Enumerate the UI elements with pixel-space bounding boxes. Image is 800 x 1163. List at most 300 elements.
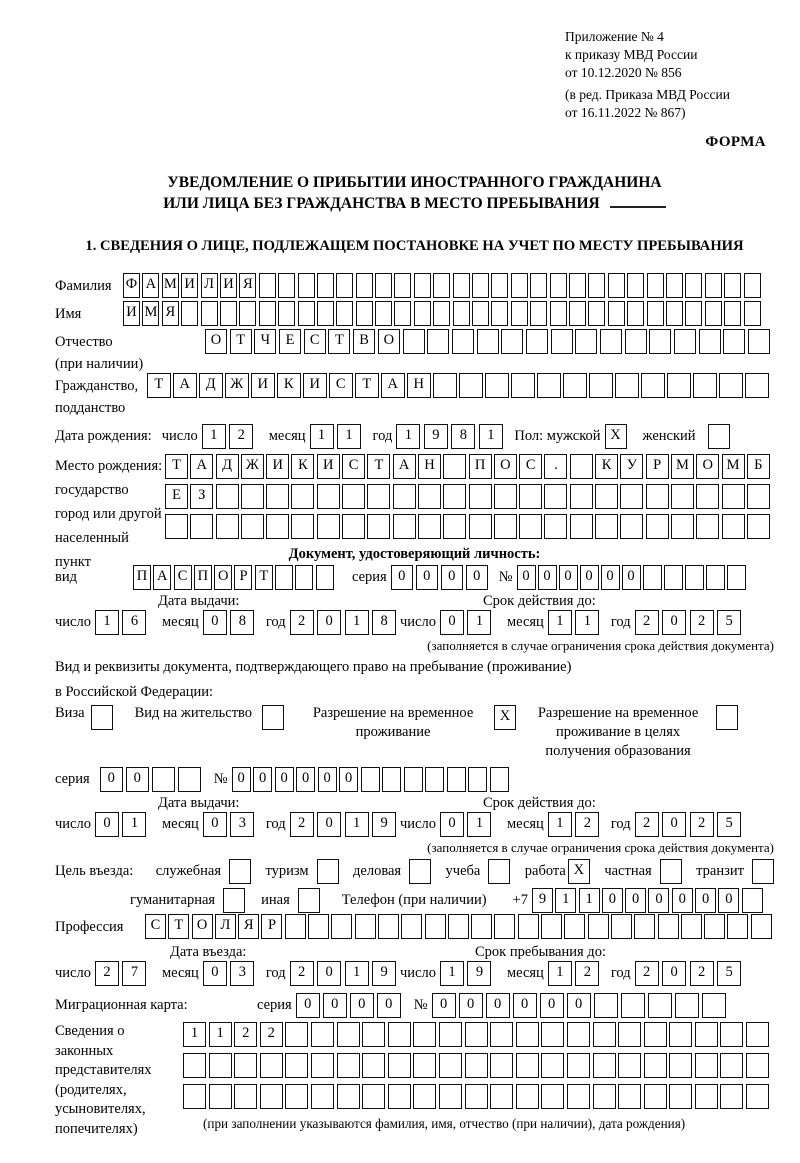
form-cell[interactable]: 1 bbox=[555, 888, 576, 913]
form-cell[interactable]: И bbox=[123, 301, 140, 326]
form-cell[interactable] bbox=[356, 273, 373, 298]
form-cell[interactable]: 0 bbox=[203, 961, 227, 986]
form-cell[interactable]: 0 bbox=[253, 767, 272, 792]
form-cell[interactable] bbox=[541, 914, 562, 939]
form-cell[interactable] bbox=[285, 1053, 308, 1078]
form-cell[interactable] bbox=[285, 1022, 308, 1047]
form-cell[interactable]: 0 bbox=[559, 565, 578, 590]
form-cell[interactable] bbox=[519, 484, 542, 509]
form-cell[interactable] bbox=[362, 1022, 385, 1047]
form-cell[interactable] bbox=[695, 1053, 718, 1078]
form-cell[interactable] bbox=[685, 301, 702, 326]
form-cell[interactable] bbox=[724, 273, 741, 298]
form-cell[interactable] bbox=[491, 273, 508, 298]
form-cell[interactable]: О bbox=[696, 454, 719, 479]
form-cell[interactable]: 0 bbox=[440, 812, 464, 837]
form-cell[interactable] bbox=[361, 767, 380, 792]
form-cell[interactable] bbox=[317, 273, 334, 298]
form-cell[interactable]: Т bbox=[147, 373, 171, 398]
form-cell[interactable] bbox=[625, 329, 647, 354]
form-cell[interactable] bbox=[570, 484, 593, 509]
form-cell[interactable] bbox=[413, 1084, 436, 1109]
form-cell[interactable] bbox=[671, 484, 694, 509]
form-cell[interactable] bbox=[342, 484, 365, 509]
form-cell[interactable]: 0 bbox=[440, 610, 464, 635]
form-cell[interactable]: О bbox=[214, 565, 232, 590]
form-cell[interactable]: И bbox=[303, 373, 327, 398]
form-cell[interactable] bbox=[669, 1084, 692, 1109]
form-cell[interactable] bbox=[744, 301, 761, 326]
form-cell[interactable] bbox=[575, 329, 597, 354]
form-cell[interactable]: 2 bbox=[635, 610, 659, 635]
form-cell[interactable] bbox=[550, 273, 567, 298]
form-cell[interactable]: Ж bbox=[225, 373, 249, 398]
form-cell[interactable] bbox=[285, 1084, 308, 1109]
form-cell[interactable] bbox=[620, 514, 643, 539]
form-cell[interactable] bbox=[259, 301, 276, 326]
form-cell[interactable]: Д bbox=[199, 373, 223, 398]
form-cell[interactable] bbox=[308, 914, 329, 939]
form-cell[interactable]: Р bbox=[234, 565, 252, 590]
form-cell[interactable] bbox=[644, 1084, 667, 1109]
form-cell[interactable] bbox=[378, 914, 399, 939]
form-cell[interactable]: 0 bbox=[718, 888, 739, 913]
form-cell[interactable]: 0 bbox=[662, 961, 686, 986]
form-cell[interactable] bbox=[747, 484, 770, 509]
form-cell[interactable]: Т bbox=[355, 373, 379, 398]
form-cell[interactable] bbox=[443, 484, 466, 509]
form-cell[interactable] bbox=[685, 273, 702, 298]
form-cell[interactable]: Л bbox=[201, 273, 218, 298]
form-cell[interactable]: 0 bbox=[296, 993, 320, 1018]
form-cell[interactable] bbox=[356, 301, 373, 326]
form-cell[interactable] bbox=[260, 1084, 283, 1109]
form-cell[interactable]: 5 bbox=[717, 812, 741, 837]
form-cell[interactable] bbox=[511, 373, 535, 398]
form-cell[interactable]: И bbox=[317, 454, 340, 479]
form-cell[interactable]: 1 bbox=[337, 424, 361, 449]
form-cell[interactable] bbox=[259, 273, 276, 298]
form-cell[interactable]: 0 bbox=[513, 993, 537, 1018]
form-cell[interactable] bbox=[316, 565, 334, 590]
form-cell[interactable] bbox=[494, 514, 517, 539]
form-cell[interactable] bbox=[183, 1053, 206, 1078]
form-cell[interactable] bbox=[702, 993, 726, 1018]
form-cell[interactable]: 1 bbox=[579, 888, 600, 913]
form-cell[interactable]: Б bbox=[747, 454, 770, 479]
form-cell[interactable] bbox=[490, 1022, 513, 1047]
form-cell[interactable]: 2 bbox=[260, 1022, 283, 1047]
form-cell[interactable]: 0 bbox=[391, 565, 413, 590]
form-cell[interactable] bbox=[393, 484, 416, 509]
form-cell[interactable] bbox=[699, 329, 721, 354]
form-cell[interactable]: 0 bbox=[622, 565, 641, 590]
form-cell[interactable]: 9 bbox=[372, 961, 396, 986]
form-cell[interactable] bbox=[439, 1053, 462, 1078]
form-cell[interactable] bbox=[720, 1022, 743, 1047]
form-cell[interactable] bbox=[588, 301, 605, 326]
form-cell[interactable]: А bbox=[393, 454, 416, 479]
form-cell[interactable] bbox=[490, 1053, 513, 1078]
form-cell[interactable]: 2 bbox=[290, 961, 314, 986]
form-cell[interactable] bbox=[722, 514, 745, 539]
form-cell[interactable]: 5 bbox=[717, 961, 741, 986]
form-cell[interactable] bbox=[551, 329, 573, 354]
form-cell[interactable] bbox=[469, 484, 492, 509]
form-cell[interactable] bbox=[696, 484, 719, 509]
form-cell[interactable] bbox=[216, 514, 239, 539]
form-cell[interactable] bbox=[544, 484, 567, 509]
form-cell[interactable] bbox=[472, 301, 489, 326]
form-cell[interactable]: 0 bbox=[126, 767, 149, 792]
form-cell[interactable]: 1 bbox=[575, 610, 599, 635]
form-cell[interactable] bbox=[91, 705, 113, 730]
form-cell[interactable] bbox=[485, 373, 509, 398]
form-cell[interactable] bbox=[209, 1084, 232, 1109]
form-cell[interactable] bbox=[595, 484, 618, 509]
form-cell[interactable]: П bbox=[469, 454, 492, 479]
form-cell[interactable] bbox=[716, 705, 738, 730]
form-cell[interactable] bbox=[518, 914, 539, 939]
form-cell[interactable] bbox=[519, 514, 542, 539]
form-cell[interactable] bbox=[660, 859, 682, 884]
form-cell[interactable]: С bbox=[174, 565, 192, 590]
form-cell[interactable]: 0 bbox=[538, 565, 557, 590]
form-cell[interactable] bbox=[342, 514, 365, 539]
form-cell[interactable] bbox=[696, 514, 719, 539]
form-cell[interactable] bbox=[646, 514, 669, 539]
form-cell[interactable]: 0 bbox=[317, 610, 341, 635]
form-cell[interactable] bbox=[570, 514, 593, 539]
form-cell[interactable] bbox=[646, 484, 669, 509]
form-cell[interactable] bbox=[526, 329, 548, 354]
form-cell[interactable] bbox=[567, 1084, 590, 1109]
form-cell[interactable] bbox=[669, 1022, 692, 1047]
form-cell[interactable] bbox=[152, 767, 175, 792]
form-cell[interactable]: Т bbox=[367, 454, 390, 479]
form-cell[interactable] bbox=[742, 888, 763, 913]
form-cell[interactable] bbox=[588, 273, 605, 298]
form-cell[interactable] bbox=[443, 514, 466, 539]
form-cell[interactable] bbox=[608, 273, 625, 298]
form-cell[interactable] bbox=[266, 484, 289, 509]
form-cell[interactable]: 0 bbox=[323, 993, 347, 1018]
form-cell[interactable]: 0 bbox=[672, 888, 693, 913]
form-cell[interactable] bbox=[704, 914, 725, 939]
form-cell[interactable]: 1 bbox=[310, 424, 334, 449]
form-cell[interactable] bbox=[465, 1084, 488, 1109]
form-cell[interactable]: 2 bbox=[690, 812, 714, 837]
form-cell[interactable] bbox=[615, 373, 639, 398]
form-cell[interactable] bbox=[178, 767, 201, 792]
form-cell[interactable]: 8 bbox=[230, 610, 254, 635]
form-cell[interactable] bbox=[317, 859, 339, 884]
form-cell[interactable]: 2 bbox=[95, 961, 119, 986]
form-cell[interactable]: 9 bbox=[467, 961, 491, 986]
form-cell[interactable] bbox=[530, 273, 547, 298]
form-cell[interactable] bbox=[647, 273, 664, 298]
form-cell[interactable] bbox=[569, 301, 586, 326]
form-cell[interactable] bbox=[291, 514, 314, 539]
form-cell[interactable]: 0 bbox=[232, 767, 251, 792]
form-cell[interactable] bbox=[388, 1053, 411, 1078]
form-cell[interactable] bbox=[494, 914, 515, 939]
form-cell[interactable]: П bbox=[133, 565, 151, 590]
form-cell[interactable] bbox=[468, 767, 487, 792]
form-cell[interactable] bbox=[298, 273, 315, 298]
form-cell[interactable]: X bbox=[568, 859, 590, 884]
form-cell[interactable]: 2 bbox=[575, 961, 599, 986]
form-cell[interactable] bbox=[234, 1084, 257, 1109]
form-cell[interactable]: 2 bbox=[690, 610, 714, 635]
form-cell[interactable]: С bbox=[304, 329, 326, 354]
form-cell[interactable] bbox=[404, 767, 423, 792]
form-cell[interactable]: С bbox=[519, 454, 542, 479]
form-cell[interactable]: А bbox=[173, 373, 197, 398]
form-cell[interactable] bbox=[666, 273, 683, 298]
form-cell[interactable] bbox=[388, 1084, 411, 1109]
form-cell[interactable]: 1 bbox=[548, 610, 572, 635]
form-cell[interactable] bbox=[448, 914, 469, 939]
form-cell[interactable]: 0 bbox=[540, 993, 564, 1018]
form-cell[interactable] bbox=[669, 1053, 692, 1078]
form-cell[interactable] bbox=[720, 1053, 743, 1078]
form-cell[interactable] bbox=[648, 993, 672, 1018]
form-cell[interactable] bbox=[569, 273, 586, 298]
form-cell[interactable] bbox=[744, 273, 761, 298]
form-cell[interactable]: Ч bbox=[254, 329, 276, 354]
form-cell[interactable] bbox=[541, 1022, 564, 1047]
form-cell[interactable] bbox=[465, 1053, 488, 1078]
form-cell[interactable] bbox=[414, 301, 431, 326]
form-cell[interactable]: Н bbox=[407, 373, 431, 398]
form-cell[interactable]: 1 bbox=[345, 812, 369, 837]
form-cell[interactable]: Т bbox=[255, 565, 273, 590]
form-cell[interactable] bbox=[394, 301, 411, 326]
form-cell[interactable]: 2 bbox=[690, 961, 714, 986]
form-cell[interactable]: 0 bbox=[662, 610, 686, 635]
form-cell[interactable] bbox=[589, 373, 613, 398]
form-cell[interactable] bbox=[537, 373, 561, 398]
form-cell[interactable] bbox=[644, 1022, 667, 1047]
form-cell[interactable] bbox=[593, 1022, 616, 1047]
form-cell[interactable]: 0 bbox=[275, 767, 294, 792]
form-cell[interactable] bbox=[443, 454, 466, 479]
form-cell[interactable] bbox=[491, 301, 508, 326]
form-cell[interactable]: 3 bbox=[230, 812, 254, 837]
form-cell[interactable] bbox=[594, 993, 618, 1018]
form-cell[interactable] bbox=[567, 1022, 590, 1047]
form-cell[interactable] bbox=[544, 514, 567, 539]
form-cell[interactable]: У bbox=[620, 454, 643, 479]
form-cell[interactable]: 0 bbox=[377, 993, 401, 1018]
form-cell[interactable]: В bbox=[353, 329, 375, 354]
form-cell[interactable] bbox=[465, 1022, 488, 1047]
form-cell[interactable] bbox=[658, 914, 679, 939]
form-cell[interactable] bbox=[317, 484, 340, 509]
form-cell[interactable] bbox=[367, 514, 390, 539]
form-cell[interactable] bbox=[746, 1022, 769, 1047]
form-cell[interactable]: И bbox=[181, 273, 198, 298]
form-cell[interactable]: Е bbox=[165, 484, 188, 509]
form-cell[interactable] bbox=[494, 484, 517, 509]
form-cell[interactable] bbox=[418, 484, 441, 509]
form-cell[interactable] bbox=[695, 1022, 718, 1047]
form-cell[interactable]: 9 bbox=[532, 888, 553, 913]
form-cell[interactable] bbox=[516, 1053, 539, 1078]
form-cell[interactable] bbox=[747, 514, 770, 539]
form-cell[interactable] bbox=[511, 301, 528, 326]
form-cell[interactable]: 0 bbox=[648, 888, 669, 913]
form-cell[interactable] bbox=[748, 329, 770, 354]
form-cell[interactable]: 0 bbox=[203, 812, 227, 837]
form-cell[interactable]: Ж bbox=[241, 454, 264, 479]
form-cell[interactable] bbox=[311, 1053, 334, 1078]
form-cell[interactable] bbox=[367, 484, 390, 509]
form-cell[interactable]: 0 bbox=[318, 767, 337, 792]
form-cell[interactable]: З bbox=[190, 484, 213, 509]
form-cell[interactable]: А bbox=[190, 454, 213, 479]
form-cell[interactable] bbox=[298, 888, 320, 913]
form-cell[interactable] bbox=[593, 1053, 616, 1078]
form-cell[interactable]: Я bbox=[239, 273, 256, 298]
form-cell[interactable]: Т bbox=[230, 329, 252, 354]
form-cell[interactable] bbox=[516, 1022, 539, 1047]
form-cell[interactable] bbox=[209, 1053, 232, 1078]
form-cell[interactable] bbox=[331, 914, 352, 939]
form-cell[interactable]: . bbox=[544, 454, 567, 479]
form-cell[interactable]: П bbox=[194, 565, 212, 590]
form-cell[interactable]: К bbox=[291, 454, 314, 479]
form-cell[interactable]: Т bbox=[165, 454, 188, 479]
form-cell[interactable] bbox=[693, 373, 717, 398]
form-cell[interactable]: 9 bbox=[424, 424, 448, 449]
form-cell[interactable] bbox=[260, 1053, 283, 1078]
form-cell[interactable]: А bbox=[153, 565, 171, 590]
form-cell[interactable] bbox=[439, 1084, 462, 1109]
form-cell[interactable] bbox=[388, 1022, 411, 1047]
form-cell[interactable]: 1 bbox=[122, 812, 146, 837]
form-cell[interactable]: 7 bbox=[122, 961, 146, 986]
form-cell[interactable] bbox=[564, 914, 585, 939]
form-cell[interactable] bbox=[278, 301, 295, 326]
form-cell[interactable]: Т bbox=[168, 914, 189, 939]
form-cell[interactable] bbox=[165, 514, 188, 539]
form-cell[interactable]: С bbox=[329, 373, 353, 398]
form-cell[interactable] bbox=[516, 1084, 539, 1109]
form-cell[interactable]: 5 bbox=[717, 610, 741, 635]
form-cell[interactable] bbox=[433, 373, 457, 398]
form-cell[interactable] bbox=[752, 859, 774, 884]
form-cell[interactable]: 0 bbox=[296, 767, 315, 792]
form-cell[interactable]: 0 bbox=[441, 565, 463, 590]
form-cell[interactable] bbox=[471, 914, 492, 939]
form-cell[interactable]: 9 bbox=[372, 812, 396, 837]
form-cell[interactable] bbox=[337, 1084, 360, 1109]
form-cell[interactable] bbox=[362, 1084, 385, 1109]
form-cell[interactable] bbox=[567, 1053, 590, 1078]
form-cell[interactable] bbox=[695, 1084, 718, 1109]
form-cell[interactable]: 1 bbox=[345, 610, 369, 635]
form-cell[interactable]: 0 bbox=[625, 888, 646, 913]
form-cell[interactable] bbox=[685, 565, 704, 590]
form-cell[interactable] bbox=[618, 1022, 641, 1047]
form-cell[interactable] bbox=[745, 373, 769, 398]
form-cell[interactable] bbox=[355, 914, 376, 939]
form-cell[interactable]: 0 bbox=[662, 812, 686, 837]
form-cell[interactable]: С bbox=[342, 454, 365, 479]
form-cell[interactable] bbox=[336, 301, 353, 326]
form-cell[interactable] bbox=[433, 273, 450, 298]
form-cell[interactable] bbox=[452, 329, 474, 354]
form-cell[interactable] bbox=[453, 273, 470, 298]
form-cell[interactable] bbox=[403, 329, 425, 354]
form-cell[interactable]: Р bbox=[646, 454, 669, 479]
form-cell[interactable] bbox=[627, 273, 644, 298]
form-cell[interactable] bbox=[501, 329, 523, 354]
form-cell[interactable] bbox=[530, 301, 547, 326]
form-cell[interactable] bbox=[393, 514, 416, 539]
form-cell[interactable] bbox=[490, 767, 509, 792]
form-cell[interactable]: Я bbox=[238, 914, 259, 939]
form-cell[interactable] bbox=[588, 914, 609, 939]
form-cell[interactable] bbox=[311, 1022, 334, 1047]
form-cell[interactable]: О bbox=[205, 329, 227, 354]
form-cell[interactable] bbox=[295, 565, 313, 590]
form-cell[interactable]: 0 bbox=[695, 888, 716, 913]
form-cell[interactable]: 8 bbox=[372, 610, 396, 635]
form-cell[interactable] bbox=[234, 1053, 257, 1078]
form-cell[interactable]: 0 bbox=[203, 610, 227, 635]
form-cell[interactable] bbox=[413, 1053, 436, 1078]
form-cell[interactable]: Л bbox=[215, 914, 236, 939]
form-cell[interactable]: 0 bbox=[459, 993, 483, 1018]
form-cell[interactable] bbox=[311, 1084, 334, 1109]
form-cell[interactable] bbox=[722, 484, 745, 509]
form-cell[interactable]: 0 bbox=[100, 767, 123, 792]
form-cell[interactable] bbox=[490, 1084, 513, 1109]
form-cell[interactable] bbox=[375, 301, 392, 326]
form-cell[interactable] bbox=[317, 514, 340, 539]
form-cell[interactable] bbox=[667, 373, 691, 398]
form-cell[interactable] bbox=[278, 273, 295, 298]
form-cell[interactable] bbox=[477, 329, 499, 354]
form-cell[interactable] bbox=[382, 767, 401, 792]
form-cell[interactable] bbox=[201, 301, 218, 326]
form-cell[interactable]: X bbox=[605, 424, 627, 449]
form-cell[interactable] bbox=[425, 914, 446, 939]
form-cell[interactable] bbox=[666, 301, 683, 326]
form-cell[interactable]: М bbox=[671, 454, 694, 479]
form-cell[interactable]: 0 bbox=[517, 565, 536, 590]
form-cell[interactable] bbox=[644, 1053, 667, 1078]
form-cell[interactable]: О bbox=[494, 454, 517, 479]
form-cell[interactable]: Р bbox=[261, 914, 282, 939]
form-cell[interactable] bbox=[181, 301, 198, 326]
form-cell[interactable] bbox=[413, 1022, 436, 1047]
form-cell[interactable]: 1 bbox=[345, 961, 369, 986]
form-cell[interactable] bbox=[190, 514, 213, 539]
form-cell[interactable] bbox=[317, 301, 334, 326]
form-cell[interactable] bbox=[472, 273, 489, 298]
form-cell[interactable] bbox=[229, 859, 251, 884]
form-cell[interactable] bbox=[595, 514, 618, 539]
form-cell[interactable]: Е bbox=[279, 329, 301, 354]
form-cell[interactable] bbox=[285, 914, 306, 939]
form-cell[interactable]: 2 bbox=[290, 812, 314, 837]
form-cell[interactable] bbox=[488, 859, 510, 884]
form-cell[interactable]: 2 bbox=[290, 610, 314, 635]
